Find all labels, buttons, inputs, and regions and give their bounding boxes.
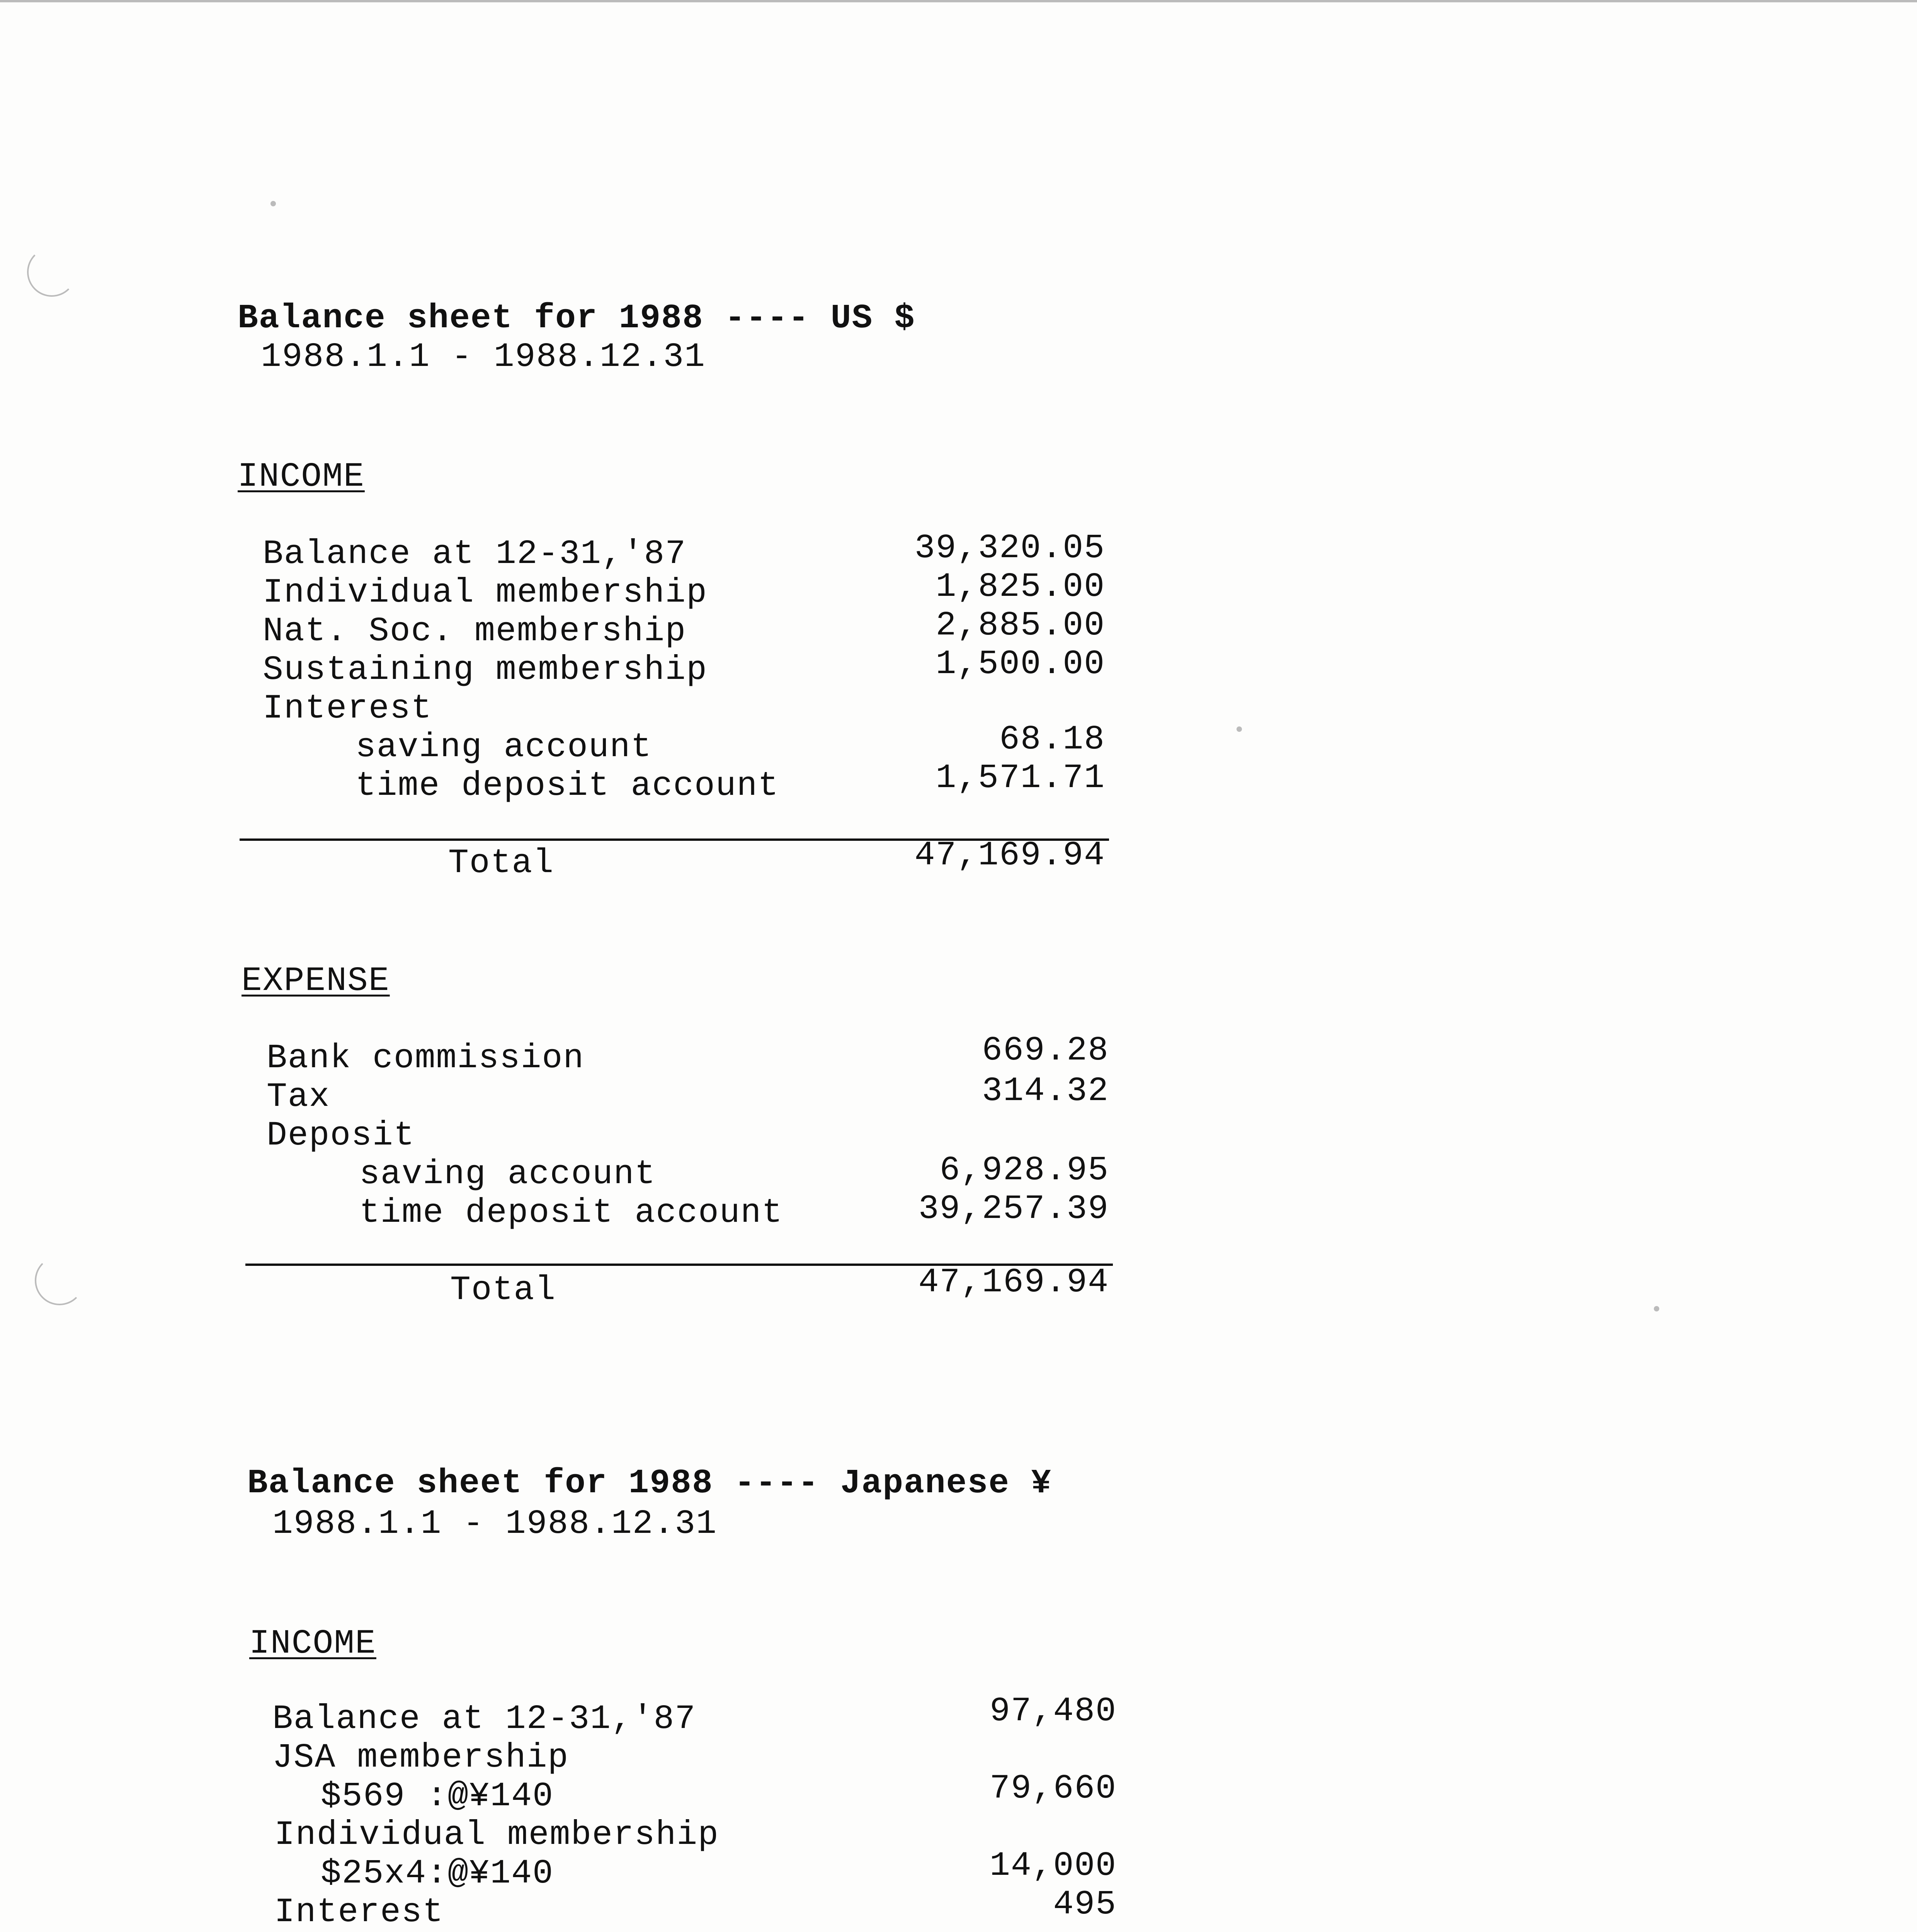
us-income-label: Sustaining membership <box>263 651 708 689</box>
us-income-label: time deposit account <box>356 767 779 805</box>
scan-edge-line <box>0 0 1917 2</box>
punch-hole-mark <box>27 247 77 297</box>
us-expense-value: 39,257.39 <box>918 1190 1109 1228</box>
us-expense-label: time deposit account <box>359 1194 783 1232</box>
jp-income-value: 79,660 <box>990 1770 1117 1808</box>
jp-income-value: 97,480 <box>990 1692 1117 1731</box>
scan-speck <box>270 201 276 206</box>
us-expense-value: 314.32 <box>982 1072 1109 1111</box>
jp-income-label: $25x4:@¥140 <box>321 1855 554 1893</box>
jp-income-heading: INCOME <box>249 1625 376 1663</box>
scan-speck <box>1237 726 1242 732</box>
jp-income-label: $569 :@¥140 <box>321 1777 554 1816</box>
us-expense-total-label: Total <box>450 1271 556 1310</box>
jp-income-value: 14,000 <box>990 1847 1117 1885</box>
us-expense-label: saving account <box>359 1155 656 1194</box>
jp-income-label: Balance at 12-31,'87 <box>272 1700 696 1738</box>
scan-speck <box>1654 1306 1659 1311</box>
us-income-value: 1,825.00 <box>936 568 1105 606</box>
us-income-value: 68.18 <box>999 721 1105 759</box>
us-income-label: Individual membership <box>263 574 708 612</box>
us-income-heading: INCOME <box>238 458 365 496</box>
us-income-value: 39,320.05 <box>914 529 1105 568</box>
jp-income-value: 495 <box>1053 1886 1117 1924</box>
jp-period: 1988.1.1 - 1988.12.31 <box>272 1505 717 1543</box>
us-income-label: Interest <box>263 690 432 728</box>
jp-title: Balance sheet for 1988 ---- Japanese ¥ <box>247 1464 1052 1503</box>
jp-income-label: Individual membership <box>274 1816 719 1854</box>
us-expense-heading: EXPENSE <box>242 962 390 1000</box>
us-title: Balance sheet for 1988 ---- US $ <box>238 299 915 338</box>
us-income-label: Balance at 12-31,'87 <box>263 535 687 573</box>
us-expense-total-value: 47,169.94 <box>918 1264 1109 1302</box>
us-income-value: 1,500.00 <box>936 645 1105 684</box>
us-expense-value: 669.28 <box>982 1032 1109 1070</box>
us-income-value: 1,571.71 <box>936 759 1105 798</box>
jp-income-label: JSA membership <box>272 1739 569 1777</box>
us-income-label: saving account <box>356 728 652 767</box>
us-income-label: Nat. Soc. membership <box>263 612 687 651</box>
us-income-value: 2,885.00 <box>936 607 1105 645</box>
us-expense-label: Tax <box>267 1078 330 1116</box>
jp-income-label: Interest <box>274 1893 444 1932</box>
us-expense-value: 6,928.95 <box>939 1151 1109 1190</box>
us-period: 1988.1.1 - 1988.12.31 <box>261 338 706 376</box>
us-expense-label: Bank commission <box>267 1039 585 1078</box>
punch-hole-mark <box>35 1256 84 1305</box>
us-income-total-value: 47,169.94 <box>914 837 1105 875</box>
us-income-total-label: Total <box>448 844 555 883</box>
us-expense-label: Deposit <box>267 1117 415 1155</box>
